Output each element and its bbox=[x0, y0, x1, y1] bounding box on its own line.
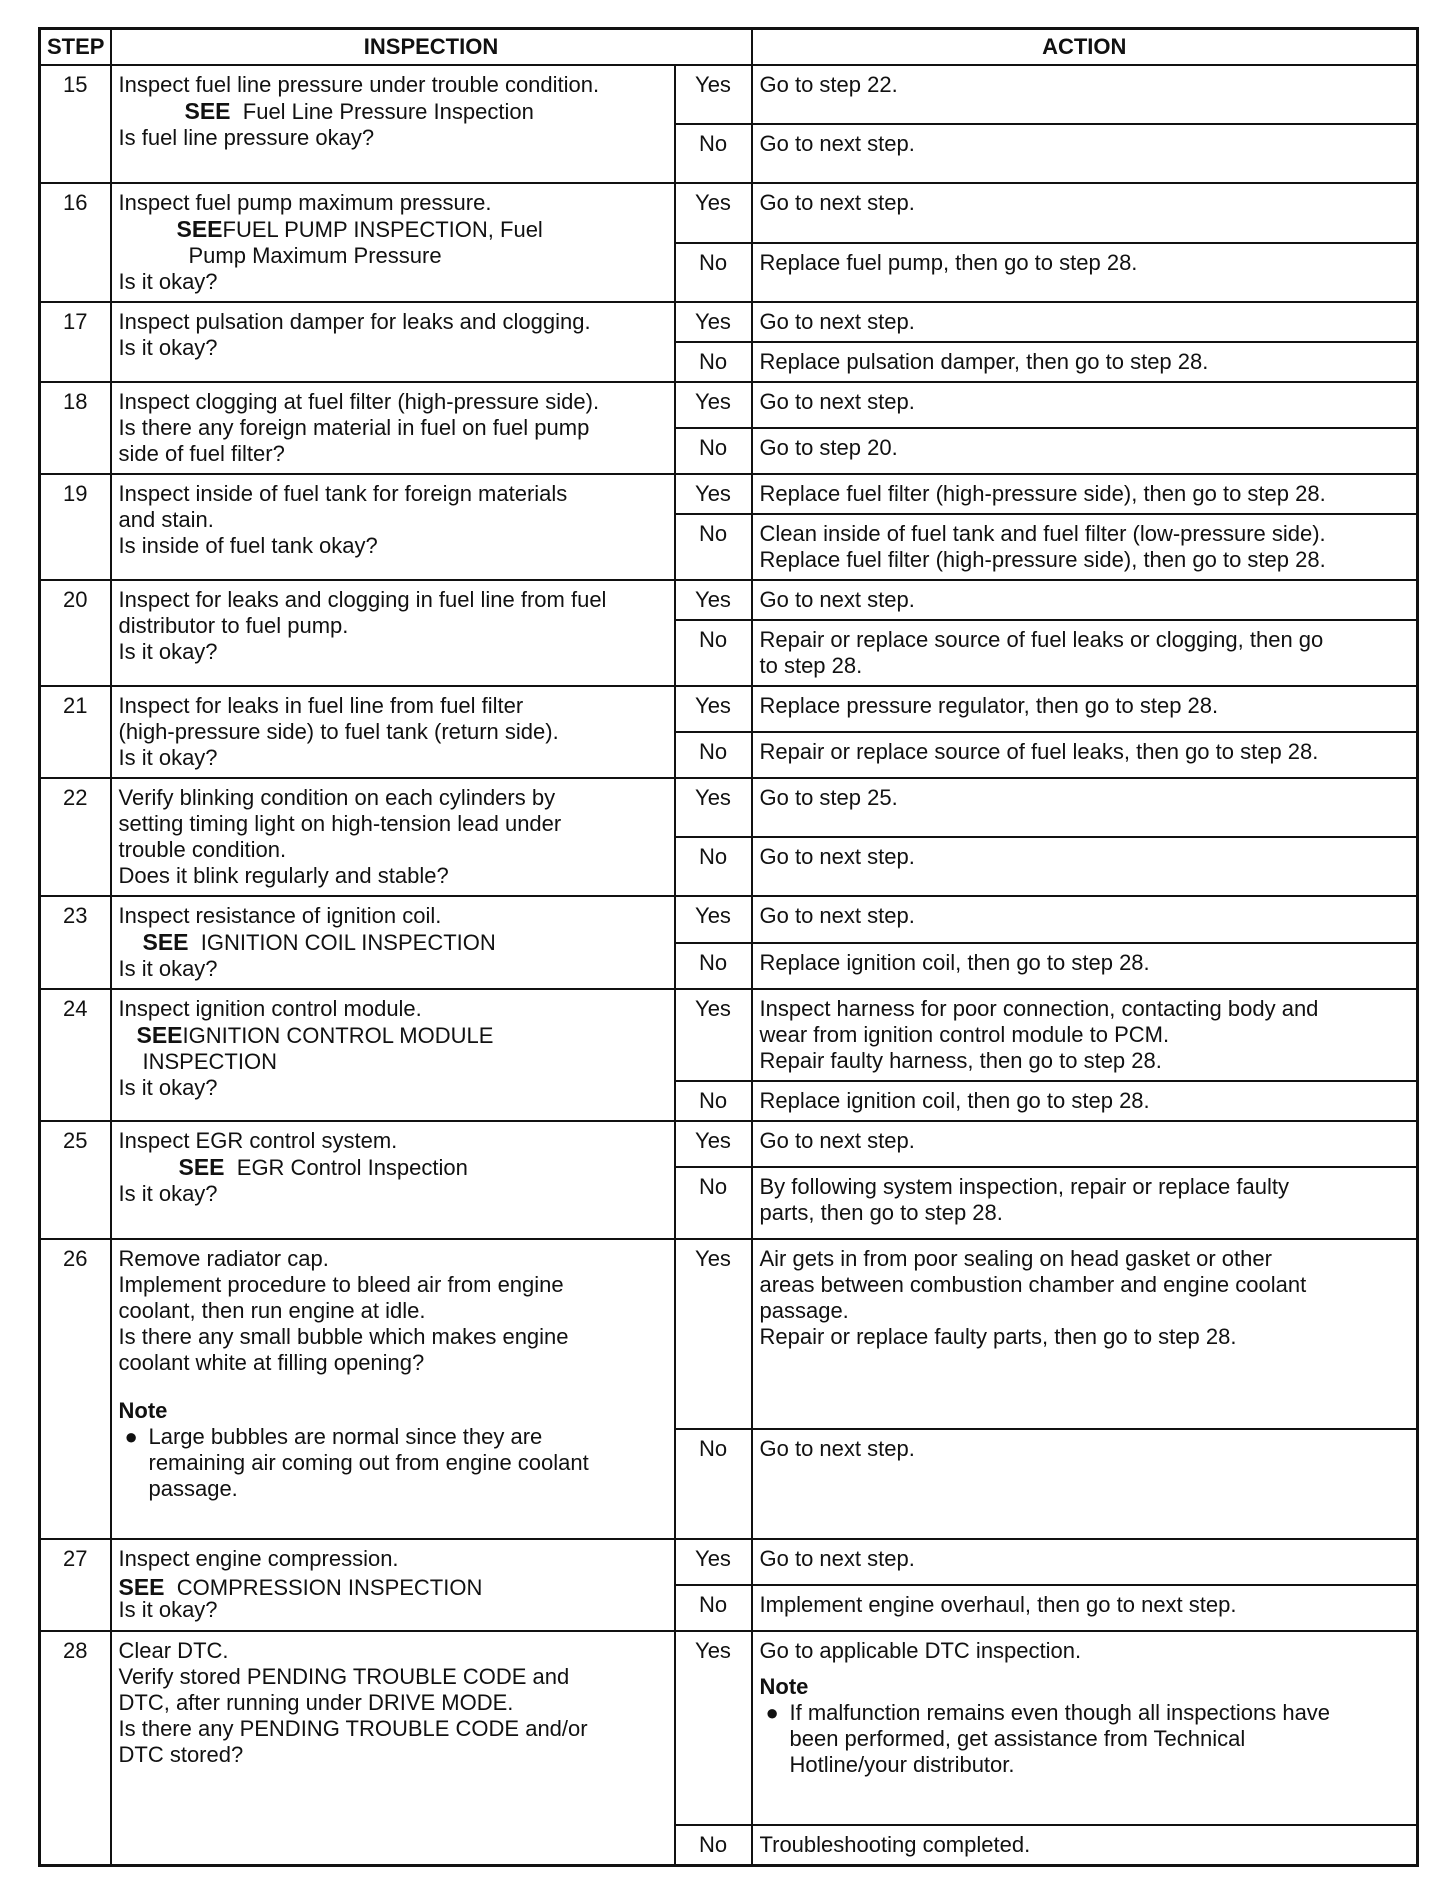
inspection-text: Inspect EGR control system. bbox=[118, 1128, 398, 1153]
action-yes bbox=[752, 989, 1418, 1081]
answer-yes: Yes bbox=[675, 302, 752, 342]
answer-no: No bbox=[675, 620, 752, 686]
action-text: Go to next step. bbox=[759, 1546, 915, 1571]
table-row bbox=[40, 896, 1418, 943]
inspection-cell bbox=[111, 1539, 675, 1631]
see-reference bbox=[119, 216, 667, 243]
table-row bbox=[40, 65, 1418, 124]
action-text: areas between combustion chamber and engine coolant bbox=[759, 1272, 1307, 1297]
inspection-text: Inspect pulsation damper for leaks and clogging. bbox=[118, 309, 591, 334]
note-line: Hotline/your distributor. bbox=[789, 1752, 1015, 1777]
see-target: FUEL PUMP INSPECTION, Fuel bbox=[222, 217, 543, 242]
answer-yes: Yes bbox=[675, 474, 752, 514]
step-number: 21 bbox=[40, 686, 111, 778]
action-no bbox=[752, 124, 1418, 183]
answer-no: No bbox=[675, 514, 752, 580]
inspection-question: Is it okay? bbox=[118, 1597, 218, 1622]
inspection-text: side of fuel filter? bbox=[118, 441, 285, 466]
action-text: Go to step 20. bbox=[759, 435, 898, 460]
inspection-text: trouble condition. bbox=[118, 837, 287, 862]
inspection-cell bbox=[111, 1239, 675, 1539]
inspection-text: Is there any foreign material in fuel on fuel pump bbox=[118, 415, 590, 440]
table-row bbox=[40, 989, 1418, 1081]
step-number: 15 bbox=[40, 65, 111, 183]
answer-yes: Yes bbox=[675, 580, 752, 620]
inspection-text: setting timing light on high-tension lead under bbox=[118, 811, 562, 836]
inspection-question: Does it blink regularly and stable? bbox=[118, 863, 449, 888]
answer-yes: Yes bbox=[675, 686, 752, 732]
inspection-cell bbox=[111, 580, 675, 686]
table-row bbox=[40, 1239, 1418, 1429]
action-text: Repair faulty harness, then go to step 28. bbox=[759, 1048, 1162, 1073]
note-bullet bbox=[119, 1424, 667, 1502]
table-row bbox=[40, 1631, 1418, 1825]
see-reference bbox=[119, 1022, 667, 1049]
step-number: 17 bbox=[40, 302, 111, 382]
table-row bbox=[40, 382, 1418, 428]
see-label: SEE bbox=[176, 216, 223, 242]
action-no bbox=[752, 1585, 1418, 1631]
action-yes bbox=[752, 1239, 1418, 1429]
inspection-cell bbox=[111, 1121, 675, 1239]
inspection-text: Inspect ignition control module. bbox=[118, 996, 422, 1021]
inspection-question: Is fuel line pressure okay? bbox=[118, 125, 375, 150]
see-target: EGR Control Inspection bbox=[236, 1155, 468, 1180]
table-row bbox=[40, 580, 1418, 620]
diagnostic-table bbox=[38, 27, 1419, 1867]
table-row bbox=[40, 686, 1418, 732]
answer-no: No bbox=[675, 1167, 752, 1239]
table-row bbox=[40, 778, 1418, 837]
action-text: Go to next step. bbox=[759, 131, 915, 156]
action-text: Replace pulsation damper, then go to step 28. bbox=[759, 349, 1209, 374]
inspection-text: and stain. bbox=[118, 507, 214, 532]
inspection-text: Implement procedure to bleed air from engine bbox=[118, 1272, 564, 1297]
action-yes bbox=[752, 382, 1418, 428]
action-yes bbox=[752, 778, 1418, 837]
action-yes bbox=[752, 1121, 1418, 1167]
inspection-question: Is it okay? bbox=[118, 745, 218, 770]
table-row bbox=[40, 474, 1418, 514]
note-line: passage. bbox=[148, 1476, 238, 1501]
action-text: Go to next step. bbox=[759, 389, 915, 414]
action-no bbox=[752, 837, 1418, 896]
inspection-question: coolant white at filling opening? bbox=[118, 1350, 425, 1375]
table-header-row bbox=[40, 29, 1418, 66]
action-text: Replace fuel filter (high-pressure side), then go to step 28. bbox=[759, 547, 1326, 572]
inspection-cell bbox=[111, 778, 675, 896]
action-no bbox=[752, 428, 1418, 474]
action-yes bbox=[752, 183, 1418, 243]
inspection-question: Is there any small bubble which makes engine bbox=[118, 1324, 569, 1349]
action-text: Go to applicable DTC inspection. bbox=[759, 1638, 1082, 1663]
answer-no: No bbox=[675, 1585, 752, 1631]
inspection-text: Inspect engine compression. bbox=[118, 1546, 399, 1571]
action-yes bbox=[752, 580, 1418, 620]
bullet-icon: ● bbox=[124, 1424, 138, 1449]
answer-yes: Yes bbox=[675, 1539, 752, 1585]
action-yes bbox=[752, 896, 1418, 943]
inspection-text: (high-pressure side) to fuel tank (return side). bbox=[118, 719, 559, 744]
answer-yes: Yes bbox=[675, 1631, 752, 1825]
action-text: Go to step 25. bbox=[759, 785, 898, 810]
see-target-cont: INSPECTION bbox=[142, 1049, 277, 1074]
action-no bbox=[752, 1429, 1418, 1539]
action-yes bbox=[752, 65, 1418, 124]
note-line: remaining air coming out from engine coolant bbox=[148, 1450, 589, 1475]
action-no bbox=[752, 342, 1418, 382]
see-label: SEE bbox=[184, 98, 231, 124]
answer-yes: Yes bbox=[675, 382, 752, 428]
answer-yes: Yes bbox=[675, 65, 752, 124]
note-text bbox=[790, 1700, 1410, 1778]
table-row bbox=[40, 183, 1418, 243]
answer-no: No bbox=[675, 124, 752, 183]
action-yes bbox=[752, 474, 1418, 514]
step-number: 16 bbox=[40, 183, 111, 302]
inspection-question: Is it okay? bbox=[118, 1181, 218, 1206]
see-reference bbox=[119, 929, 667, 956]
note-text bbox=[149, 1424, 667, 1502]
inspection-cell bbox=[111, 686, 675, 778]
note-line: been performed, get assistance from Technical bbox=[789, 1726, 1246, 1751]
inspection-question: DTC stored? bbox=[118, 1742, 244, 1767]
step-number: 28 bbox=[40, 1631, 111, 1866]
inspection-text: distributor to fuel pump. bbox=[118, 613, 349, 638]
action-text: Implement engine overhaul, then go to next step. bbox=[759, 1592, 1237, 1617]
see-target: COMPRESSION INSPECTION bbox=[176, 1575, 483, 1600]
action-text: to step 28. bbox=[759, 653, 863, 678]
inspection-cell bbox=[111, 896, 675, 989]
see-target-cont: Pump Maximum Pressure bbox=[188, 243, 442, 268]
answer-no: No bbox=[675, 1081, 752, 1121]
step-number: 22 bbox=[40, 778, 111, 896]
inspection-text: Inspect resistance of ignition coil. bbox=[118, 903, 442, 928]
action-text: Clean inside of fuel tank and fuel filter (low-pressure side). bbox=[759, 521, 1326, 546]
header-action: ACTION bbox=[752, 29, 1418, 66]
step-number: 27 bbox=[40, 1539, 111, 1631]
inspection-cell bbox=[111, 382, 675, 474]
action-no bbox=[752, 1081, 1418, 1121]
step-number: 20 bbox=[40, 580, 111, 686]
inspection-text: Inspect for leaks in fuel line from fuel filter bbox=[118, 693, 524, 718]
inspection-question: Is it okay? bbox=[118, 639, 218, 664]
action-no bbox=[752, 732, 1418, 778]
action-text: Go to next step. bbox=[759, 587, 915, 612]
action-text: parts, then go to step 28. bbox=[759, 1200, 1003, 1225]
inspection-text: Inspect inside of fuel tank for foreign materials bbox=[118, 481, 568, 506]
action-text: Air gets in from poor sealing on head gasket or other bbox=[759, 1246, 1272, 1271]
inspection-question: Is it okay? bbox=[118, 335, 218, 360]
see-label: SEE bbox=[178, 1154, 225, 1180]
step-number: 26 bbox=[40, 1239, 111, 1539]
see-label: SEE bbox=[142, 929, 189, 955]
action-yes bbox=[752, 686, 1418, 732]
action-no bbox=[752, 1167, 1418, 1239]
action-no bbox=[752, 943, 1418, 990]
answer-no: No bbox=[675, 732, 752, 778]
inspection-text: Inspect fuel pump maximum pressure. bbox=[118, 190, 492, 215]
action-text: Go to next step. bbox=[759, 903, 915, 928]
inspection-question: Is it okay? bbox=[118, 1075, 218, 1100]
see-label: SEE bbox=[118, 1574, 165, 1600]
action-text: By following system inspection, repair or replace faulty bbox=[759, 1174, 1289, 1199]
answer-no: No bbox=[675, 428, 752, 474]
inspection-text: Remove radiator cap. bbox=[118, 1246, 329, 1271]
action-text: Replace pressure regulator, then go to step 28. bbox=[759, 693, 1219, 718]
answer-no: No bbox=[675, 342, 752, 382]
action-text: passage. bbox=[759, 1298, 849, 1323]
inspection-cell bbox=[111, 302, 675, 382]
inspection-text: DTC, after running under DRIVE MODE. bbox=[118, 1690, 514, 1715]
inspection-text: Clear DTC. bbox=[118, 1638, 229, 1663]
action-text: Replace fuel filter (high-pressure side), then go to step 28. bbox=[759, 481, 1326, 506]
action-text: Go to next step. bbox=[759, 844, 915, 869]
inspection-text: Inspect clogging at fuel filter (high-pressure side). bbox=[118, 389, 600, 414]
bullet-icon: ● bbox=[765, 1700, 779, 1725]
answer-no: No bbox=[675, 943, 752, 990]
action-text: Go to next step. bbox=[759, 1128, 915, 1153]
inspection-cell bbox=[111, 183, 675, 302]
answer-yes: Yes bbox=[675, 1121, 752, 1167]
action-no bbox=[752, 514, 1418, 580]
see-reference bbox=[119, 1154, 667, 1181]
inspection-question: Is it okay? bbox=[118, 269, 218, 294]
diagnostic-table-page bbox=[38, 27, 1416, 1867]
header-inspection: INSPECTION bbox=[111, 29, 752, 66]
action-text: Inspect harness for poor connection, contacting body and bbox=[759, 996, 1319, 1021]
see-target: Fuel Line Pressure Inspection bbox=[242, 99, 534, 124]
answer-no: No bbox=[675, 1825, 752, 1866]
action-text: Replace ignition coil, then go to step 28. bbox=[759, 1088, 1150, 1113]
inspection-text: Verify stored PENDING TROUBLE CODE and bbox=[118, 1664, 570, 1689]
step-number: 24 bbox=[40, 989, 111, 1121]
action-text: Replace ignition coil, then go to step 28. bbox=[759, 949, 1150, 975]
answer-yes: Yes bbox=[675, 778, 752, 837]
action-text: Go to step 22. bbox=[759, 72, 898, 97]
table-row bbox=[40, 1121, 1418, 1167]
inspection-question: Is there any PENDING TROUBLE CODE and/or bbox=[118, 1716, 588, 1741]
inspection-question: Is inside of fuel tank okay? bbox=[118, 533, 378, 558]
header-step: STEP bbox=[40, 29, 111, 66]
see-target: IGNITION CONTROL MODULE bbox=[182, 1023, 494, 1048]
step-number: 25 bbox=[40, 1121, 111, 1239]
step-number: 19 bbox=[40, 474, 111, 580]
answer-no: No bbox=[675, 243, 752, 303]
action-text: Repair or replace source of fuel leaks or clogging, then go bbox=[759, 627, 1324, 652]
note-heading: Note bbox=[118, 1398, 168, 1423]
answer-yes: Yes bbox=[675, 896, 752, 943]
answer-no: No bbox=[675, 1429, 752, 1539]
action-yes bbox=[752, 1539, 1418, 1585]
answer-yes: Yes bbox=[675, 989, 752, 1081]
inspection-text: Verify blinking condition on each cylinders by bbox=[118, 785, 556, 810]
inspection-cell bbox=[111, 474, 675, 580]
note-heading: Note bbox=[759, 1674, 809, 1699]
inspection-cell bbox=[111, 1631, 675, 1866]
action-no bbox=[752, 1825, 1418, 1866]
inspection-text: Inspect for leaks and clogging in fuel line from fuel bbox=[118, 587, 607, 612]
table-row bbox=[40, 302, 1418, 342]
action-no bbox=[752, 243, 1418, 303]
inspection-cell bbox=[111, 65, 675, 183]
action-text: wear from ignition control module to PCM. bbox=[759, 1022, 1170, 1047]
action-text: Go to next step. bbox=[759, 190, 915, 215]
note-line: If malfunction remains even though all inspections have bbox=[789, 1700, 1331, 1725]
see-reference bbox=[119, 98, 667, 125]
answer-yes: Yes bbox=[675, 183, 752, 243]
answer-yes: Yes bbox=[675, 1239, 752, 1429]
inspection-question: Is it okay? bbox=[118, 956, 218, 981]
note-line: Large bubbles are normal since they are bbox=[148, 1424, 543, 1449]
inspection-text: coolant, then run engine at idle. bbox=[118, 1298, 426, 1323]
action-text: Go to next step. bbox=[759, 1436, 915, 1461]
action-text: Repair or replace source of fuel leaks, then go to step 28. bbox=[759, 739, 1319, 764]
action-no bbox=[752, 620, 1418, 686]
see-label: SEE bbox=[136, 1022, 183, 1048]
action-text: Troubleshooting completed. bbox=[759, 1832, 1031, 1857]
note-bullet bbox=[760, 1700, 1410, 1778]
action-text: Repair or replace faulty parts, then go to step 28. bbox=[759, 1324, 1237, 1349]
action-yes bbox=[752, 302, 1418, 342]
action-yes bbox=[752, 1631, 1418, 1825]
inspection-cell bbox=[111, 989, 675, 1121]
table-row bbox=[40, 1539, 1418, 1585]
see-target: IGNITION COIL INSPECTION bbox=[200, 930, 496, 955]
inspection-text: Inspect fuel line pressure under trouble condition. bbox=[118, 72, 600, 97]
step-number: 23 bbox=[40, 896, 111, 989]
answer-no: No bbox=[675, 837, 752, 896]
action-text: Go to next step. bbox=[759, 309, 915, 334]
step-number: 18 bbox=[40, 382, 111, 474]
action-text: Replace fuel pump, then go to step 28. bbox=[759, 249, 1138, 275]
